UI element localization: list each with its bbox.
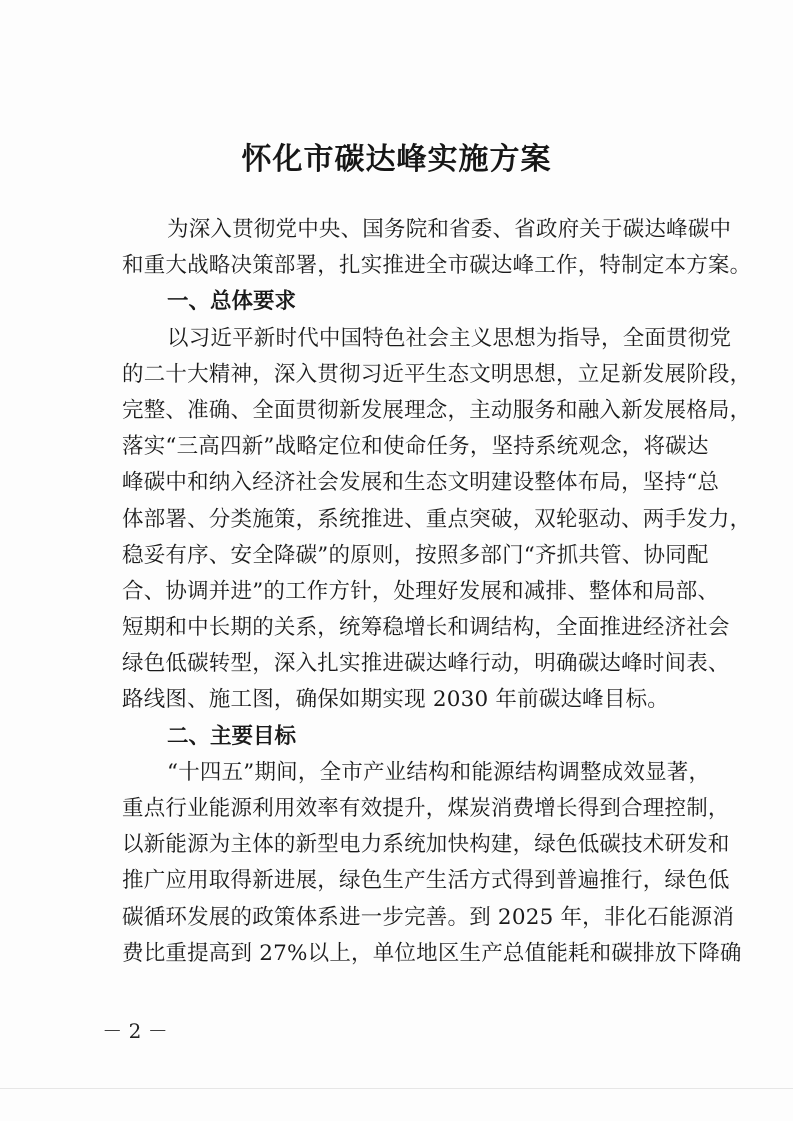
paragraph-line: 推广应用取得新进展，绿色生产生活方式得到普遍推行，绿色低 <box>122 868 730 894</box>
paragraph-line: 路线图、施工图，确保如期实现 2030 年前碳达峰目标。 <box>122 687 669 713</box>
document-body <box>122 212 752 972</box>
paragraph-line: 以新能源为主体的新型电力系统加快构建，绿色低碳技术研发和 <box>122 832 730 858</box>
paragraph-line: 的二十大精神，深入贯彻习近平生态文明思想，立足新发展阶段， <box>122 361 752 387</box>
paragraph-line: 稳妥有序、安全降碳”的原则，按照多部门“齐抓共管、协同配 <box>122 542 709 568</box>
paragraph-line: 短期和中长期的关系，统筹稳增长和调结构，全面推进经济社会 <box>122 615 730 641</box>
paragraph-line: 合、协调并进”的工作方针，处理好发展和减排、整体和局部、 <box>122 578 720 604</box>
paragraph-line: 绿色低碳转型，深入扎实推进碳达峰行动，明确碳达峰时间表、 <box>122 651 730 677</box>
paragraph-line: “十四五”期间，全市产业结构和能源结构调整成效显著， <box>167 759 711 785</box>
document-title: 怀化市碳达峰实施方案 <box>241 142 552 177</box>
section-heading: 二、主要目标 <box>167 723 297 749</box>
page-number: － 2 － <box>102 1019 168 1043</box>
paragraph-line: 以习近平新时代中国特色社会主义思想为指导，全面贯彻党 <box>167 325 732 351</box>
paragraph-line: 和重大战略决策部署，扎实推进全市碳达峰工作，特制定本方案。 <box>122 253 752 279</box>
paragraph-line: 落实“三高四新”战略定位和使命任务，坚持系统观念，将碳达 <box>122 434 709 460</box>
paragraph-line: 峰碳中和纳入经济社会发展和生态文明建设整体布局，坚持“总 <box>122 470 720 496</box>
paragraph-line: 碳循环发展的政策体系进一步完善。到 2025 年，非化石能源消 <box>122 904 735 930</box>
paragraph-line: 完整、准确、全面贯彻新发展理念，主动服务和融入新发展格局， <box>122 397 752 423</box>
paragraph-line: 为深入贯彻党中央、国务院和省委、省政府关于碳达峰碳中 <box>167 217 732 242</box>
paragraph-line: 体部署、分类施策，系统推进、重点突破，双轮驱动、两手发力， <box>122 506 752 532</box>
section-heading: 一、总体要求 <box>167 289 297 315</box>
paragraph-line: 费比重提高到 27%以上，单位地区生产总值能耗和碳排放下降确 <box>122 940 742 966</box>
paragraph-line: 重点行业能源利用效率有效提升，煤炭消费增长得到合理控制， <box>122 796 730 821</box>
scan-edge-divider <box>0 1088 793 1089</box>
